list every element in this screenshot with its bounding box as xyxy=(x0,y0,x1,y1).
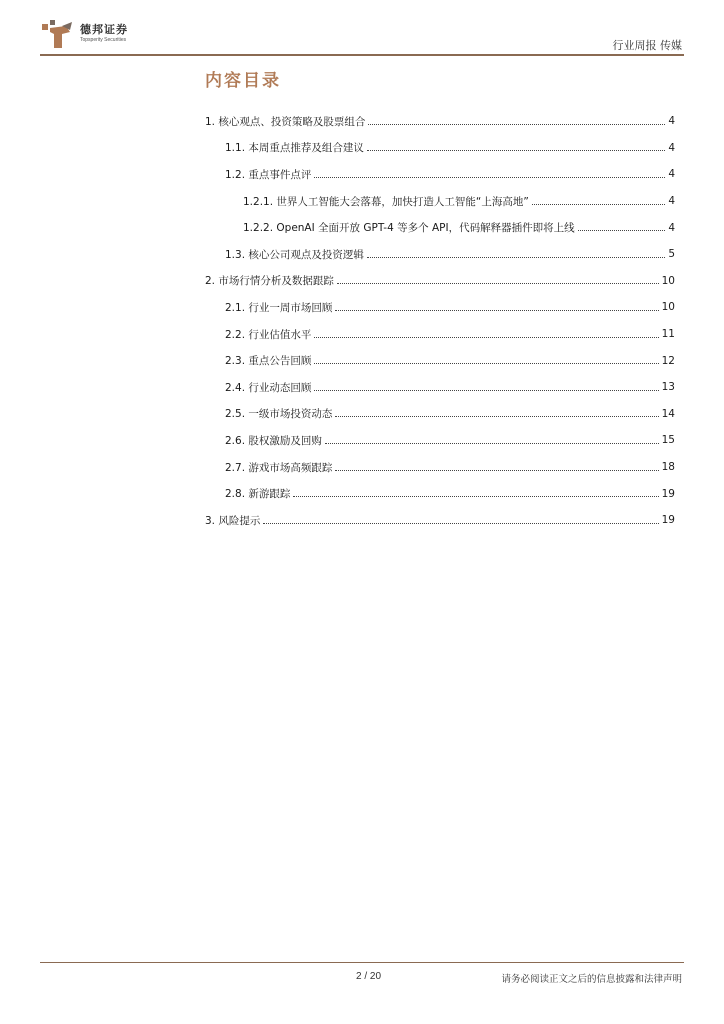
toc-entry[interactable] xyxy=(205,108,675,135)
toc-leader-dots xyxy=(335,416,658,417)
toc-leader-dots xyxy=(314,177,665,178)
logo-mark-icon xyxy=(40,18,74,50)
toc-entry-label: 2.5. 一级市场投资动态 xyxy=(225,408,333,421)
footer-disclaimer: 请务必阅读正文之后的信息披露和法律声明 xyxy=(501,974,682,985)
toc-entry-label: 2.4. 行业动态回顾 xyxy=(225,381,312,394)
toc-entry-label: 2. 市场行情分析及数据跟踪 xyxy=(205,275,334,288)
report-type: 行业周报 传媒 xyxy=(612,39,682,52)
toc-title: 内容目录 xyxy=(205,71,281,91)
toc-entry[interactable] xyxy=(205,135,675,162)
toc-entry-label: 2.1. 行业一周市场回顾 xyxy=(225,301,333,314)
footer-divider xyxy=(40,962,684,963)
toc-entry-page: 10 xyxy=(661,301,675,314)
toc-entry-page: 19 xyxy=(661,487,675,500)
toc-leader-dots xyxy=(532,204,666,205)
toc-entry-label: 2.6. 股权激励及回购 xyxy=(225,434,322,447)
toc-entry[interactable] xyxy=(205,161,675,188)
toc-leader-dots xyxy=(335,470,658,471)
toc-leader-dots xyxy=(578,230,666,231)
toc-entry-page: 15 xyxy=(661,434,675,447)
company-logo xyxy=(40,16,128,52)
toc-entry-page: 11 xyxy=(661,328,675,341)
toc-leader-dots xyxy=(314,363,658,364)
toc-entry-page: 18 xyxy=(661,461,675,474)
toc-entry-label: 1.2.1. 世界人工智能大会落幕，加快打造人工智能“上海高地” xyxy=(243,195,529,208)
toc-entry[interactable] xyxy=(205,214,675,241)
toc-entry[interactable] xyxy=(205,427,675,454)
toc-entry-label: 1.1. 本周重点推荐及组合建议 xyxy=(225,142,364,155)
toc-leader-dots xyxy=(335,310,658,311)
toc-leader-dots xyxy=(314,337,658,338)
toc-entry-page: 4 xyxy=(668,115,675,128)
toc-entry[interactable] xyxy=(205,294,675,321)
toc-leader-dots xyxy=(325,443,659,444)
toc-entry-page: 19 xyxy=(661,514,675,527)
table-of-contents xyxy=(205,108,675,534)
toc-entry-label: 1. 核心观点、投资策略及股票组合 xyxy=(205,115,366,128)
toc-entry[interactable] xyxy=(205,454,675,481)
toc-leader-dots xyxy=(314,390,658,391)
toc-entry-label: 2.7. 游戏市场高频跟踪 xyxy=(225,461,333,474)
toc-entry-label: 1.2. 重点事件点评 xyxy=(225,168,312,181)
toc-entry[interactable] xyxy=(205,321,675,348)
toc-leader-dots xyxy=(368,124,665,125)
toc-entry-label: 1.3. 核心公司观点及投资逻辑 xyxy=(225,248,364,261)
toc-entry[interactable] xyxy=(205,188,675,215)
toc-entry[interactable] xyxy=(205,374,675,401)
page-indicator: 2 / 20 xyxy=(356,971,382,982)
toc-entry-page: 4 xyxy=(668,168,675,181)
toc-entry-page: 4 xyxy=(668,141,675,154)
toc-entry[interactable] xyxy=(205,507,675,534)
toc-leader-dots xyxy=(367,257,665,258)
toc-entry[interactable] xyxy=(205,268,675,295)
toc-entry-page: 14 xyxy=(661,407,675,420)
toc-entry[interactable] xyxy=(205,241,675,268)
toc-entry-page: 4 xyxy=(668,221,675,234)
toc-entry[interactable] xyxy=(205,480,675,507)
toc-entry[interactable] xyxy=(205,401,675,428)
logo-en-text: Topsperity Securities xyxy=(80,37,127,43)
toc-entry-label: 3. 风险提示 xyxy=(205,514,261,527)
toc-entry-page: 13 xyxy=(661,381,675,394)
toc-leader-dots xyxy=(293,496,658,497)
toc-leader-dots xyxy=(337,283,659,284)
toc-entry-page: 10 xyxy=(661,274,675,287)
toc-entry-page: 4 xyxy=(668,195,675,208)
toc-entry-label: 1.2.2. OpenAI 全面开放 GPT-4 等多个 API，代码解释器插件即将上线 xyxy=(243,222,575,235)
toc-leader-dots xyxy=(263,523,658,524)
toc-entry-label: 2.2. 行业估值水平 xyxy=(225,328,312,341)
toc-entry-page: 5 xyxy=(668,248,675,261)
toc-entry[interactable] xyxy=(205,347,675,374)
toc-entry-label: 2.8. 新游跟踪 xyxy=(225,488,291,501)
header-divider xyxy=(40,54,684,56)
logo-cn-text: 德邦证券 xyxy=(80,24,128,36)
toc-entry-page: 12 xyxy=(661,354,675,367)
toc-entry-label: 2.3. 重点公告回顾 xyxy=(225,355,312,368)
toc-leader-dots xyxy=(367,150,665,151)
